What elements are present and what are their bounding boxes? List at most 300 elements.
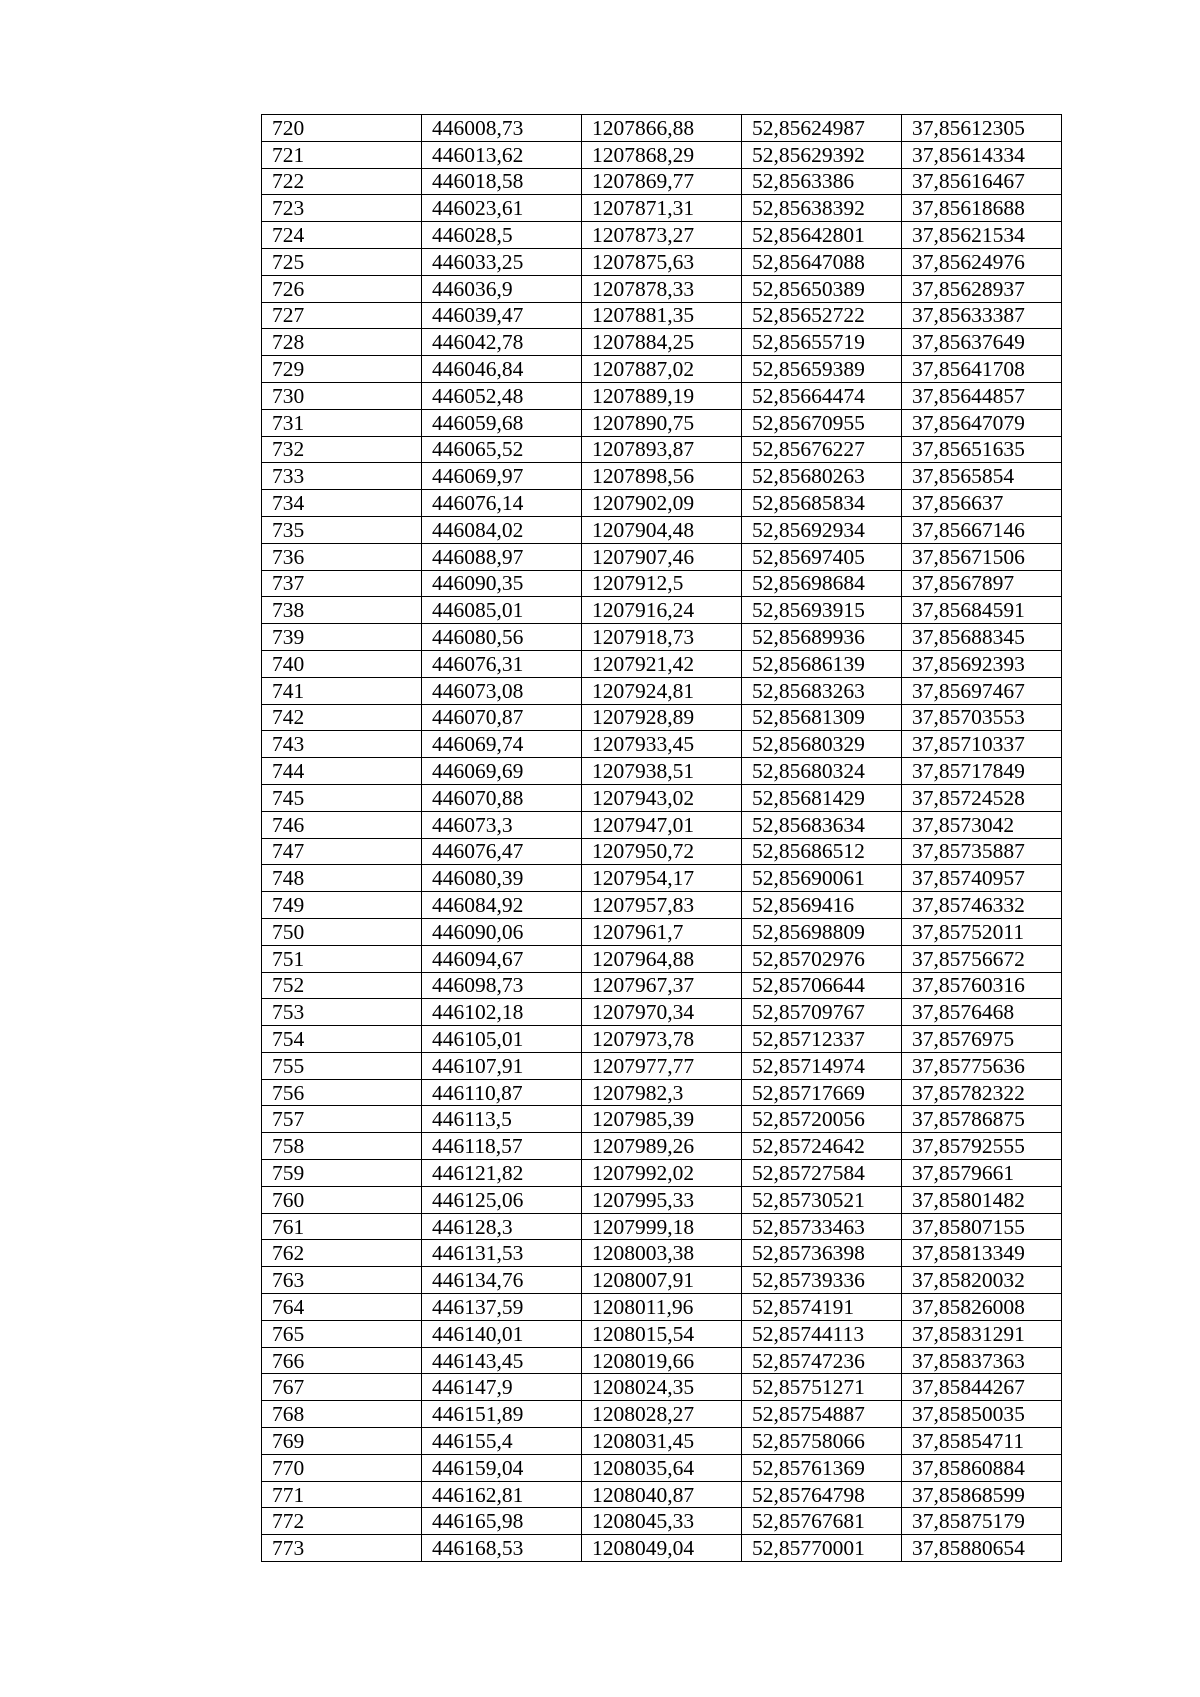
x-coordinate-cell: 446147,9 (422, 1374, 582, 1401)
latitude-cell: 52,85712337 (742, 1026, 902, 1053)
latitude-cell: 52,85652722 (742, 302, 902, 329)
longitude-cell: 37,85875179 (902, 1508, 1062, 1535)
y-coordinate-cell: 1207995,33 (582, 1186, 742, 1213)
point-number-cell: 766 (262, 1347, 422, 1374)
point-number-cell: 748 (262, 865, 422, 892)
y-coordinate-cell: 1208031,45 (582, 1428, 742, 1455)
x-coordinate-cell: 446052,48 (422, 382, 582, 409)
table-row (262, 1347, 1062, 1374)
y-coordinate-cell: 1207989,26 (582, 1133, 742, 1160)
longitude-cell: 37,8567897 (902, 570, 1062, 597)
table-row (262, 1320, 1062, 1347)
point-number-cell: 721 (262, 141, 422, 168)
latitude-cell: 52,85727584 (742, 1160, 902, 1187)
y-coordinate-cell: 1207890,75 (582, 409, 742, 436)
y-coordinate-cell: 1207938,51 (582, 758, 742, 785)
x-coordinate-cell: 446023,61 (422, 195, 582, 222)
x-coordinate-cell: 446070,88 (422, 784, 582, 811)
x-coordinate-cell: 446036,9 (422, 275, 582, 302)
latitude-cell: 52,85624987 (742, 115, 902, 142)
longitude-cell: 37,85614334 (902, 141, 1062, 168)
longitude-cell: 37,85831291 (902, 1320, 1062, 1347)
point-number-cell: 738 (262, 597, 422, 624)
table-row (262, 302, 1062, 329)
point-number-cell: 729 (262, 356, 422, 383)
table-row (262, 195, 1062, 222)
longitude-cell: 37,85644857 (902, 382, 1062, 409)
x-coordinate-cell: 446131,53 (422, 1240, 582, 1267)
longitude-cell: 37,85752011 (902, 918, 1062, 945)
table-row (262, 141, 1062, 168)
y-coordinate-cell: 1207912,5 (582, 570, 742, 597)
x-coordinate-cell: 446080,39 (422, 865, 582, 892)
x-coordinate-cell: 446076,31 (422, 650, 582, 677)
y-coordinate-cell: 1207907,46 (582, 543, 742, 570)
latitude-cell: 52,85739336 (742, 1267, 902, 1294)
longitude-cell: 37,85826008 (902, 1294, 1062, 1321)
table-row (262, 597, 1062, 624)
table-row (262, 1374, 1062, 1401)
point-number-cell: 726 (262, 275, 422, 302)
table-row (262, 248, 1062, 275)
x-coordinate-cell: 446137,59 (422, 1294, 582, 1321)
y-coordinate-cell: 1207884,25 (582, 329, 742, 356)
x-coordinate-cell: 446073,3 (422, 811, 582, 838)
point-number-cell: 727 (262, 302, 422, 329)
longitude-cell: 37,85671506 (902, 543, 1062, 570)
longitude-cell: 37,85860884 (902, 1454, 1062, 1481)
y-coordinate-cell: 1207916,24 (582, 597, 742, 624)
latitude-cell: 52,85714974 (742, 1052, 902, 1079)
longitude-cell: 37,85688345 (902, 624, 1062, 651)
longitude-cell: 37,85692393 (902, 650, 1062, 677)
x-coordinate-cell: 446094,67 (422, 945, 582, 972)
y-coordinate-cell: 1208003,38 (582, 1240, 742, 1267)
table-row (262, 1213, 1062, 1240)
table-row (262, 838, 1062, 865)
y-coordinate-cell: 1207924,81 (582, 677, 742, 704)
latitude-cell: 52,85770001 (742, 1535, 902, 1562)
point-number-cell: 743 (262, 731, 422, 758)
y-coordinate-cell: 1207933,45 (582, 731, 742, 758)
y-coordinate-cell: 1207869,77 (582, 168, 742, 195)
point-number-cell: 734 (262, 490, 422, 517)
x-coordinate-cell: 446090,06 (422, 918, 582, 945)
latitude-cell: 52,85764798 (742, 1481, 902, 1508)
x-coordinate-cell: 446033,25 (422, 248, 582, 275)
table-row (262, 1481, 1062, 1508)
latitude-cell: 52,85690061 (742, 865, 902, 892)
table-row (262, 892, 1062, 919)
point-number-cell: 757 (262, 1106, 422, 1133)
y-coordinate-cell: 1208045,33 (582, 1508, 742, 1535)
y-coordinate-cell: 1207943,02 (582, 784, 742, 811)
y-coordinate-cell: 1207992,02 (582, 1160, 742, 1187)
latitude-cell: 52,85681429 (742, 784, 902, 811)
latitude-cell: 52,85683263 (742, 677, 902, 704)
y-coordinate-cell: 1207871,31 (582, 195, 742, 222)
y-coordinate-cell: 1208011,96 (582, 1294, 742, 1321)
x-coordinate-cell: 446090,35 (422, 570, 582, 597)
table-row (262, 1294, 1062, 1321)
table-row (262, 972, 1062, 999)
latitude-cell: 52,85698809 (742, 918, 902, 945)
x-coordinate-cell: 446134,76 (422, 1267, 582, 1294)
x-coordinate-cell: 446140,01 (422, 1320, 582, 1347)
table-row (262, 1535, 1062, 1562)
table-row (262, 1240, 1062, 1267)
longitude-cell: 37,85775636 (902, 1052, 1062, 1079)
point-number-cell: 720 (262, 115, 422, 142)
point-number-cell: 733 (262, 463, 422, 490)
longitude-cell: 37,85735887 (902, 838, 1062, 865)
point-number-cell: 746 (262, 811, 422, 838)
table-row (262, 1454, 1062, 1481)
x-coordinate-cell: 446084,92 (422, 892, 582, 919)
point-number-cell: 769 (262, 1428, 422, 1455)
latitude-cell: 52,85681309 (742, 704, 902, 731)
latitude-cell: 52,85751271 (742, 1374, 902, 1401)
x-coordinate-cell: 446013,62 (422, 141, 582, 168)
table-row (262, 1401, 1062, 1428)
latitude-cell: 52,85655719 (742, 329, 902, 356)
latitude-cell: 52,85629392 (742, 141, 902, 168)
longitude-cell: 37,85621534 (902, 222, 1062, 249)
y-coordinate-cell: 1208035,64 (582, 1454, 742, 1481)
x-coordinate-cell: 446069,97 (422, 463, 582, 490)
table-row (262, 945, 1062, 972)
x-coordinate-cell: 446168,53 (422, 1535, 582, 1562)
point-number-cell: 759 (262, 1160, 422, 1187)
latitude-cell: 52,85767681 (742, 1508, 902, 1535)
longitude-cell: 37,85633387 (902, 302, 1062, 329)
x-coordinate-cell: 446088,97 (422, 543, 582, 570)
y-coordinate-cell: 1207967,37 (582, 972, 742, 999)
table-row (262, 516, 1062, 543)
x-coordinate-cell: 446162,81 (422, 1481, 582, 1508)
y-coordinate-cell: 1207898,56 (582, 463, 742, 490)
point-number-cell: 745 (262, 784, 422, 811)
longitude-cell: 37,85697467 (902, 677, 1062, 704)
latitude-cell: 52,85693915 (742, 597, 902, 624)
point-number-cell: 739 (262, 624, 422, 651)
latitude-cell: 52,8574191 (742, 1294, 902, 1321)
latitude-cell: 52,8569416 (742, 892, 902, 919)
x-coordinate-cell: 446073,08 (422, 677, 582, 704)
longitude-cell: 37,85612305 (902, 115, 1062, 142)
longitude-cell: 37,85641708 (902, 356, 1062, 383)
longitude-cell: 37,8565854 (902, 463, 1062, 490)
y-coordinate-cell: 1208028,27 (582, 1401, 742, 1428)
point-number-cell: 740 (262, 650, 422, 677)
latitude-cell: 52,85650389 (742, 275, 902, 302)
y-coordinate-cell: 1207985,39 (582, 1106, 742, 1133)
x-coordinate-cell: 446125,06 (422, 1186, 582, 1213)
point-number-cell: 741 (262, 677, 422, 704)
longitude-cell: 37,8576975 (902, 1026, 1062, 1053)
x-coordinate-cell: 446110,87 (422, 1079, 582, 1106)
y-coordinate-cell: 1207964,88 (582, 945, 742, 972)
x-coordinate-cell: 446118,57 (422, 1133, 582, 1160)
point-number-cell: 768 (262, 1401, 422, 1428)
x-coordinate-cell: 446070,87 (422, 704, 582, 731)
x-coordinate-cell: 446159,04 (422, 1454, 582, 1481)
point-number-cell: 728 (262, 329, 422, 356)
x-coordinate-cell: 446069,69 (422, 758, 582, 785)
point-number-cell: 742 (262, 704, 422, 731)
point-number-cell: 750 (262, 918, 422, 945)
table-row (262, 999, 1062, 1026)
longitude-cell: 37,85782322 (902, 1079, 1062, 1106)
longitude-cell: 37,85618688 (902, 195, 1062, 222)
latitude-cell: 52,85744113 (742, 1320, 902, 1347)
x-coordinate-cell: 446028,5 (422, 222, 582, 249)
table-row (262, 1267, 1062, 1294)
latitude-cell: 52,85664474 (742, 382, 902, 409)
longitude-cell: 37,85651635 (902, 436, 1062, 463)
longitude-cell: 37,8573042 (902, 811, 1062, 838)
longitude-cell: 37,85667146 (902, 516, 1062, 543)
latitude-cell: 52,85686139 (742, 650, 902, 677)
x-coordinate-cell: 446121,82 (422, 1160, 582, 1187)
y-coordinate-cell: 1207957,83 (582, 892, 742, 919)
point-number-cell: 752 (262, 972, 422, 999)
longitude-cell: 37,85844267 (902, 1374, 1062, 1401)
table-row (262, 436, 1062, 463)
table-row (262, 329, 1062, 356)
table-row (262, 1026, 1062, 1053)
latitude-cell: 52,85683634 (742, 811, 902, 838)
point-number-cell: 730 (262, 382, 422, 409)
x-coordinate-cell: 446098,73 (422, 972, 582, 999)
latitude-cell: 52,85659389 (742, 356, 902, 383)
point-number-cell: 737 (262, 570, 422, 597)
longitude-cell: 37,85792555 (902, 1133, 1062, 1160)
x-coordinate-cell: 446155,4 (422, 1428, 582, 1455)
table-row (262, 1079, 1062, 1106)
table-row (262, 624, 1062, 651)
longitude-cell: 37,85820032 (902, 1267, 1062, 1294)
x-coordinate-cell: 446076,47 (422, 838, 582, 865)
table-row (262, 1508, 1062, 1535)
longitude-cell: 37,856637 (902, 490, 1062, 517)
point-number-cell: 755 (262, 1052, 422, 1079)
latitude-cell: 52,85670955 (742, 409, 902, 436)
y-coordinate-cell: 1207970,34 (582, 999, 742, 1026)
y-coordinate-cell: 1208019,66 (582, 1347, 742, 1374)
y-coordinate-cell: 1207875,63 (582, 248, 742, 275)
y-coordinate-cell: 1207866,88 (582, 115, 742, 142)
latitude-cell: 52,85680324 (742, 758, 902, 785)
y-coordinate-cell: 1207881,35 (582, 302, 742, 329)
point-number-cell: 731 (262, 409, 422, 436)
latitude-cell: 52,85638392 (742, 195, 902, 222)
x-coordinate-cell: 446008,73 (422, 115, 582, 142)
table-row (262, 490, 1062, 517)
point-number-cell: 756 (262, 1079, 422, 1106)
point-number-cell: 751 (262, 945, 422, 972)
latitude-cell: 52,85724642 (742, 1133, 902, 1160)
latitude-cell: 52,85647088 (742, 248, 902, 275)
latitude-cell: 52,85702976 (742, 945, 902, 972)
table-row (262, 650, 1062, 677)
longitude-cell: 37,85746332 (902, 892, 1062, 919)
table-row (262, 1052, 1062, 1079)
y-coordinate-cell: 1207928,89 (582, 704, 742, 731)
latitude-cell: 52,85685834 (742, 490, 902, 517)
point-number-cell: 735 (262, 516, 422, 543)
longitude-cell: 37,85647079 (902, 409, 1062, 436)
table-row (262, 677, 1062, 704)
latitude-cell: 52,85709767 (742, 999, 902, 1026)
latitude-cell: 52,85720056 (742, 1106, 902, 1133)
point-number-cell: 770 (262, 1454, 422, 1481)
coordinates-table-body (262, 115, 1062, 1562)
point-number-cell: 725 (262, 248, 422, 275)
x-coordinate-cell: 446018,58 (422, 168, 582, 195)
y-coordinate-cell: 1207977,77 (582, 1052, 742, 1079)
y-coordinate-cell: 1207918,73 (582, 624, 742, 651)
y-coordinate-cell: 1208007,91 (582, 1267, 742, 1294)
point-number-cell: 724 (262, 222, 422, 249)
latitude-cell: 52,85686512 (742, 838, 902, 865)
x-coordinate-cell: 446105,01 (422, 1026, 582, 1053)
x-coordinate-cell: 446128,3 (422, 1213, 582, 1240)
point-number-cell: 754 (262, 1026, 422, 1053)
point-number-cell: 762 (262, 1240, 422, 1267)
longitude-cell: 37,85801482 (902, 1186, 1062, 1213)
longitude-cell: 37,85813349 (902, 1240, 1062, 1267)
latitude-cell: 52,85689936 (742, 624, 902, 651)
longitude-cell: 37,85684591 (902, 597, 1062, 624)
point-number-cell: 760 (262, 1186, 422, 1213)
y-coordinate-cell: 1208015,54 (582, 1320, 742, 1347)
y-coordinate-cell: 1207947,01 (582, 811, 742, 838)
x-coordinate-cell: 446151,89 (422, 1401, 582, 1428)
latitude-cell: 52,85758066 (742, 1428, 902, 1455)
point-number-cell: 764 (262, 1294, 422, 1321)
longitude-cell: 37,85807155 (902, 1213, 1062, 1240)
point-number-cell: 749 (262, 892, 422, 919)
y-coordinate-cell: 1207893,87 (582, 436, 742, 463)
longitude-cell: 37,85837363 (902, 1347, 1062, 1374)
latitude-cell: 52,85676227 (742, 436, 902, 463)
point-number-cell: 747 (262, 838, 422, 865)
x-coordinate-cell: 446076,14 (422, 490, 582, 517)
longitude-cell: 37,85624976 (902, 248, 1062, 275)
table-row (262, 1160, 1062, 1187)
x-coordinate-cell: 446080,56 (422, 624, 582, 651)
y-coordinate-cell: 1207950,72 (582, 838, 742, 865)
latitude-cell: 52,85698684 (742, 570, 902, 597)
latitude-cell: 52,85680263 (742, 463, 902, 490)
point-number-cell: 736 (262, 543, 422, 570)
point-number-cell: 763 (262, 1267, 422, 1294)
x-coordinate-cell: 446165,98 (422, 1508, 582, 1535)
point-number-cell: 761 (262, 1213, 422, 1240)
longitude-cell: 37,85740957 (902, 865, 1062, 892)
point-number-cell: 723 (262, 195, 422, 222)
table-row (262, 784, 1062, 811)
table-row (262, 1428, 1062, 1455)
table-row (262, 811, 1062, 838)
longitude-cell: 37,85854711 (902, 1428, 1062, 1455)
longitude-cell: 37,85786875 (902, 1106, 1062, 1133)
table-row (262, 1133, 1062, 1160)
longitude-cell: 37,85628937 (902, 275, 1062, 302)
table-row (262, 570, 1062, 597)
x-coordinate-cell: 446059,68 (422, 409, 582, 436)
y-coordinate-cell: 1207961,7 (582, 918, 742, 945)
latitude-cell: 52,85730521 (742, 1186, 902, 1213)
x-coordinate-cell: 446084,02 (422, 516, 582, 543)
y-coordinate-cell: 1207999,18 (582, 1213, 742, 1240)
longitude-cell: 37,85724528 (902, 784, 1062, 811)
latitude-cell: 52,8563386 (742, 168, 902, 195)
point-number-cell: 722 (262, 168, 422, 195)
table-row (262, 222, 1062, 249)
x-coordinate-cell: 446143,45 (422, 1347, 582, 1374)
y-coordinate-cell: 1208024,35 (582, 1374, 742, 1401)
point-number-cell: 773 (262, 1535, 422, 1562)
y-coordinate-cell: 1207982,3 (582, 1079, 742, 1106)
y-coordinate-cell: 1208049,04 (582, 1535, 742, 1562)
y-coordinate-cell: 1207887,02 (582, 356, 742, 383)
x-coordinate-cell: 446065,52 (422, 436, 582, 463)
table-row (262, 168, 1062, 195)
table-row (262, 758, 1062, 785)
longitude-cell: 37,8579661 (902, 1160, 1062, 1187)
latitude-cell: 52,85747236 (742, 1347, 902, 1374)
table-row (262, 865, 1062, 892)
latitude-cell: 52,85680329 (742, 731, 902, 758)
y-coordinate-cell: 1207954,17 (582, 865, 742, 892)
coordinates-table (261, 114, 1062, 1562)
latitude-cell: 52,85697405 (742, 543, 902, 570)
longitude-cell: 37,85850035 (902, 1401, 1062, 1428)
latitude-cell: 52,85754887 (742, 1401, 902, 1428)
longitude-cell: 37,85717849 (902, 758, 1062, 785)
longitude-cell: 37,85616467 (902, 168, 1062, 195)
y-coordinate-cell: 1207904,48 (582, 516, 742, 543)
latitude-cell: 52,85642801 (742, 222, 902, 249)
x-coordinate-cell: 446102,18 (422, 999, 582, 1026)
latitude-cell: 52,85717669 (742, 1079, 902, 1106)
longitude-cell: 37,85710337 (902, 731, 1062, 758)
longitude-cell: 37,85880654 (902, 1535, 1062, 1562)
point-number-cell: 767 (262, 1374, 422, 1401)
latitude-cell: 52,85761369 (742, 1454, 902, 1481)
y-coordinate-cell: 1208040,87 (582, 1481, 742, 1508)
y-coordinate-cell: 1207868,29 (582, 141, 742, 168)
table-row (262, 409, 1062, 436)
table-row (262, 356, 1062, 383)
x-coordinate-cell: 446042,78 (422, 329, 582, 356)
table-row (262, 704, 1062, 731)
table-row (262, 275, 1062, 302)
table-row (262, 115, 1062, 142)
longitude-cell: 37,85637649 (902, 329, 1062, 356)
point-number-cell: 753 (262, 999, 422, 1026)
table-row (262, 382, 1062, 409)
longitude-cell: 37,85868599 (902, 1481, 1062, 1508)
x-coordinate-cell: 446113,5 (422, 1106, 582, 1133)
latitude-cell: 52,85736398 (742, 1240, 902, 1267)
longitude-cell: 37,8576468 (902, 999, 1062, 1026)
x-coordinate-cell: 446039,47 (422, 302, 582, 329)
longitude-cell: 37,85760316 (902, 972, 1062, 999)
latitude-cell: 52,85733463 (742, 1213, 902, 1240)
